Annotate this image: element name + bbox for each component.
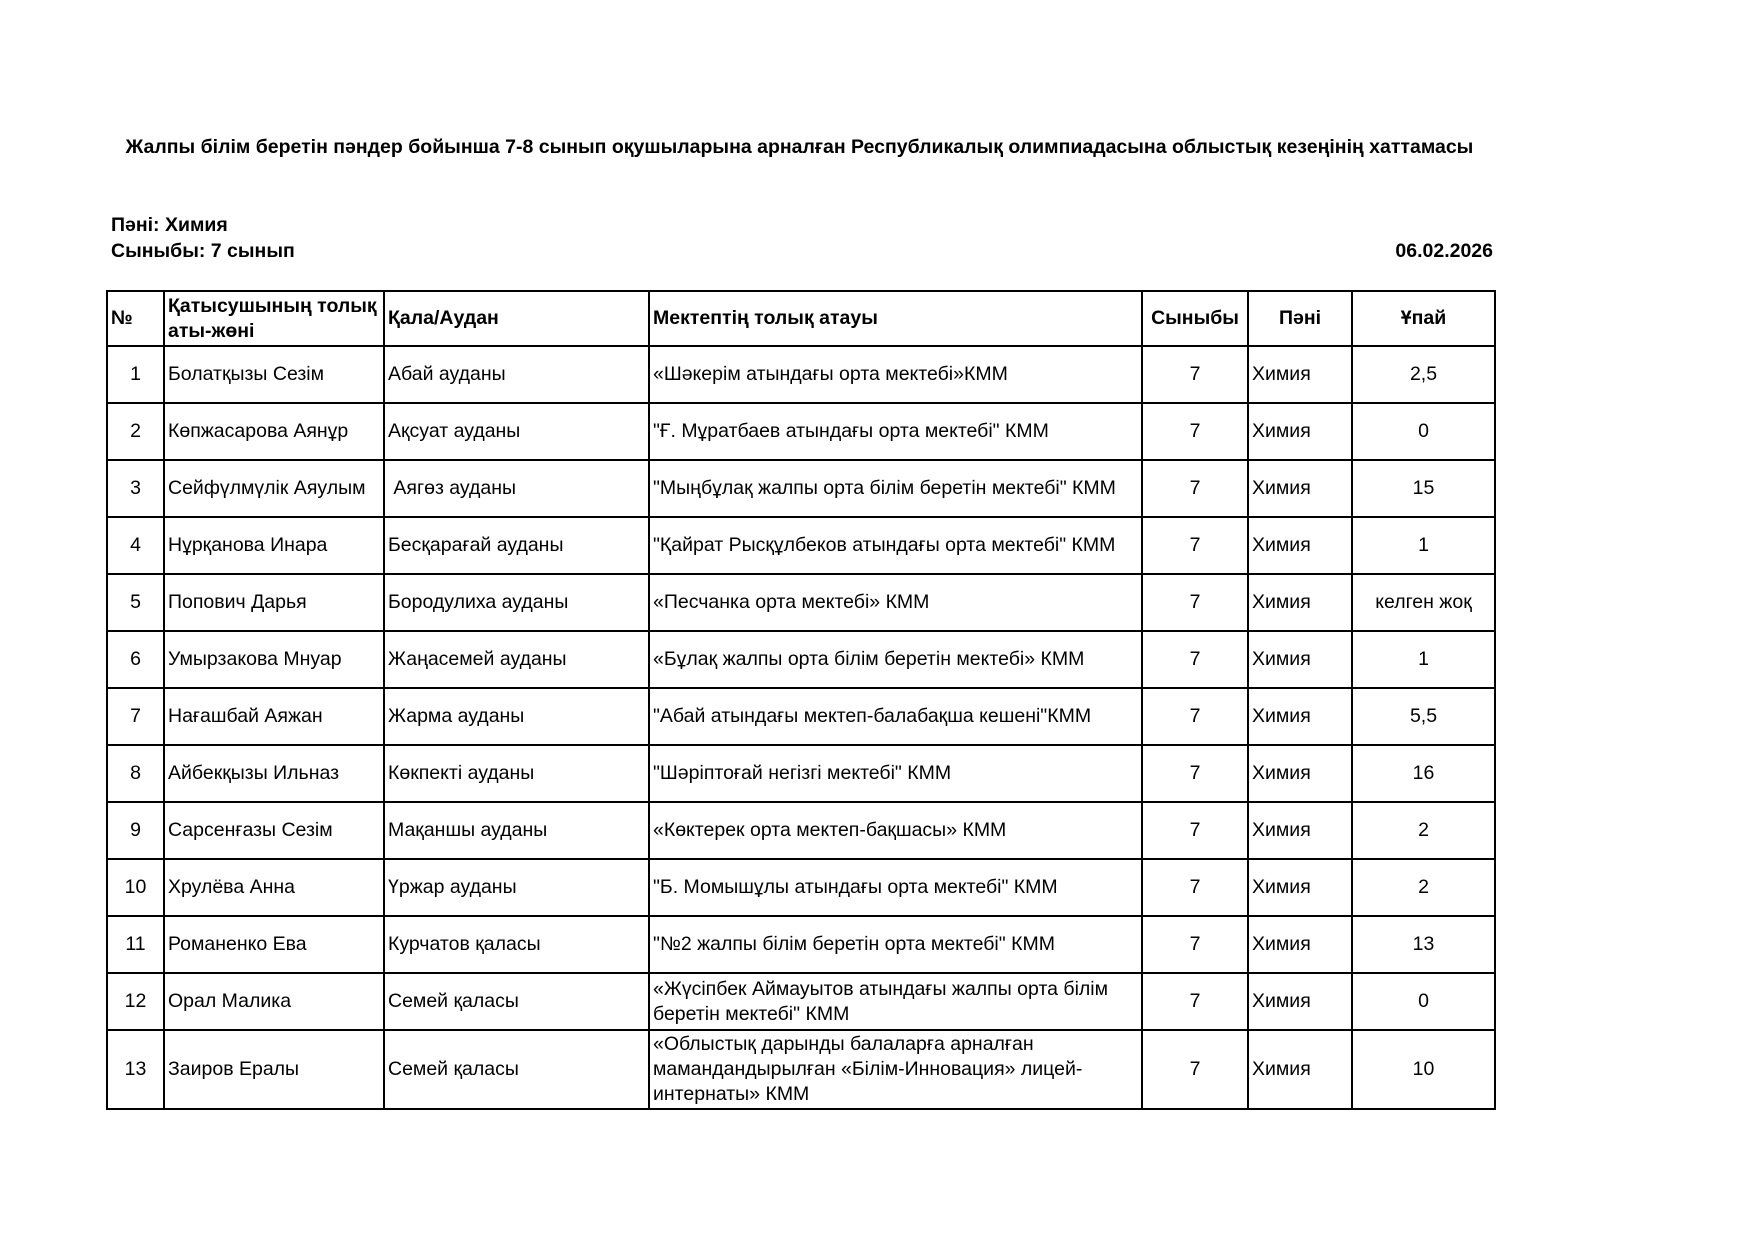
- cell-score: 0: [1352, 973, 1495, 1030]
- cell-grade: 7: [1142, 745, 1248, 802]
- cell-name: Орал Малика: [164, 973, 384, 1030]
- cell-grade: 7: [1142, 859, 1248, 916]
- header-district: Қала/Аудан: [384, 291, 649, 346]
- cell-district: Үржар ауданы: [384, 859, 649, 916]
- cell-subject: Химия: [1248, 403, 1352, 460]
- cell-num: 7: [107, 688, 164, 745]
- cell-subject: Химия: [1248, 745, 1352, 802]
- cell-school: «Бұлақ жалпы орта білім беретін мектебі» КММ: [649, 631, 1142, 688]
- cell-name: Сарсенғазы Сезім: [164, 802, 384, 859]
- table-row: [107, 460, 1495, 517]
- table-row: [107, 916, 1495, 973]
- table-header-row: [107, 291, 1495, 346]
- cell-subject: Химия: [1248, 460, 1352, 517]
- subject-line: Пәні: Химия: [111, 214, 228, 236]
- cell-grade: 7: [1142, 574, 1248, 631]
- cell-name: Попович Дарья: [164, 574, 384, 631]
- cell-subject: Химия: [1248, 688, 1352, 745]
- cell-score: 2,5: [1352, 346, 1495, 403]
- cell-district: Бородулиха ауданы: [384, 574, 649, 631]
- cell-score: 1: [1352, 631, 1495, 688]
- cell-school: «Облыстық дарынды балаларға арналған мамандандырылған «Білім-Инновация» лицей-интернаты» КММ: [649, 1030, 1142, 1109]
- header-school: Мектептің толық атауы: [649, 291, 1142, 346]
- cell-num: 1: [107, 346, 164, 403]
- cell-grade: 7: [1142, 631, 1248, 688]
- cell-name: Хрулёва Анна: [164, 859, 384, 916]
- cell-name: Көпжасарова Аянұр: [164, 403, 384, 460]
- cell-grade: 7: [1142, 403, 1248, 460]
- cell-subject: Химия: [1248, 973, 1352, 1030]
- table-row: [107, 517, 1495, 574]
- cell-score: 5,5: [1352, 688, 1495, 745]
- header-score: Ұпай: [1352, 291, 1495, 346]
- cell-district: Жарма ауданы: [384, 688, 649, 745]
- cell-num: 5: [107, 574, 164, 631]
- cell-name: Болатқызы Сезім: [164, 346, 384, 403]
- cell-school: "Шәріптоғай негізгі мектебі" КММ: [649, 745, 1142, 802]
- cell-subject: Химия: [1248, 1030, 1352, 1109]
- cell-name: Заиров Ералы: [164, 1030, 384, 1109]
- cell-num: 2: [107, 403, 164, 460]
- cell-grade: 7: [1142, 346, 1248, 403]
- cell-grade: 7: [1142, 1030, 1248, 1109]
- cell-score: 16: [1352, 745, 1495, 802]
- header-subject: Пәні: [1248, 291, 1352, 346]
- document-title: Жалпы білім беретін пәндер бойынша 7-8 сынып оқушыларына арналған Республикалық олимпиадасына облыстық кезеңінің хаттамасы: [125, 136, 1474, 158]
- cell-school: "Б. Момышұлы атындағы орта мектебі" КММ: [649, 859, 1142, 916]
- cell-score: 1: [1352, 517, 1495, 574]
- document-date: 06.02.2026: [1395, 240, 1493, 262]
- header-grade: Сыныбы: [1142, 291, 1248, 346]
- header-num: №: [107, 291, 164, 346]
- header-name: Қатысушының толық аты-жөні: [164, 291, 384, 346]
- table-row: [107, 631, 1495, 688]
- cell-district: Абай ауданы: [384, 346, 649, 403]
- cell-num: 11: [107, 916, 164, 973]
- table-row: [107, 745, 1495, 802]
- cell-name: Нағашбай Аяжан: [164, 688, 384, 745]
- cell-subject: Химия: [1248, 346, 1352, 403]
- cell-school: «Жүсіпбек Аймауытов атындағы жалпы орта білім беретін мектебі" КММ: [649, 973, 1142, 1030]
- table-row: [107, 688, 1495, 745]
- cell-district: Семей қаласы: [384, 1030, 649, 1109]
- cell-school: "Абай атындағы мектеп-балабақша кешені"КММ: [649, 688, 1142, 745]
- cell-district: Аягөз ауданы: [384, 460, 649, 517]
- cell-grade: 7: [1142, 916, 1248, 973]
- cell-score: 2: [1352, 802, 1495, 859]
- cell-num: 6: [107, 631, 164, 688]
- cell-name: Умырзакова Мнуар: [164, 631, 384, 688]
- cell-grade: 7: [1142, 802, 1248, 859]
- cell-name: Айбекқызы Ильназ: [164, 745, 384, 802]
- cell-school: "Мыңбұлақ жалпы орта білім беретін мектебі" КММ: [649, 460, 1142, 517]
- cell-subject: Химия: [1248, 631, 1352, 688]
- table-row: [107, 403, 1495, 460]
- cell-score: 15: [1352, 460, 1495, 517]
- cell-num: 8: [107, 745, 164, 802]
- cell-num: 9: [107, 802, 164, 859]
- cell-num: 3: [107, 460, 164, 517]
- cell-district: Ақсуат ауданы: [384, 403, 649, 460]
- cell-grade: 7: [1142, 517, 1248, 574]
- table-row: [107, 973, 1495, 1030]
- cell-name: Романенко Ева: [164, 916, 384, 973]
- cell-subject: Химия: [1248, 574, 1352, 631]
- cell-subject: Химия: [1248, 916, 1352, 973]
- cell-name: Нұрқанова Инара: [164, 517, 384, 574]
- cell-score: 10: [1352, 1030, 1495, 1109]
- cell-district: Көкпекті ауданы: [384, 745, 649, 802]
- cell-grade: 7: [1142, 973, 1248, 1030]
- cell-num: 13: [107, 1030, 164, 1109]
- cell-subject: Химия: [1248, 859, 1352, 916]
- cell-subject: Химия: [1248, 802, 1352, 859]
- cell-district: Бесқарағай ауданы: [384, 517, 649, 574]
- cell-grade: 7: [1142, 688, 1248, 745]
- cell-school: "Қайрат Рысқұлбеков атындағы орта мектебі" КММ: [649, 517, 1142, 574]
- cell-school: «Песчанка орта мектебі» КММ: [649, 574, 1142, 631]
- cell-num: 12: [107, 973, 164, 1030]
- results-table: [106, 290, 1496, 1110]
- cell-district: Семей қаласы: [384, 973, 649, 1030]
- cell-district: Мақаншы ауданы: [384, 802, 649, 859]
- table-row: [107, 859, 1495, 916]
- table-row: [107, 574, 1495, 631]
- table-row: [107, 802, 1495, 859]
- table-row: [107, 346, 1495, 403]
- cell-subject: Химия: [1248, 517, 1352, 574]
- cell-score: 2: [1352, 859, 1495, 916]
- cell-num: 4: [107, 517, 164, 574]
- cell-num: 10: [107, 859, 164, 916]
- cell-district: Жаңасемей ауданы: [384, 631, 649, 688]
- cell-score-absent: келген жоқ: [1352, 574, 1495, 631]
- cell-name: Сейфүлмүлік Аяулым: [164, 460, 384, 517]
- cell-score: 13: [1352, 916, 1495, 973]
- cell-school: "№2 жалпы білім беретін орта мектебі" КММ: [649, 916, 1142, 973]
- table-row: [107, 1030, 1495, 1109]
- cell-school: «Шәкерім атындағы орта мектебі»КММ: [649, 346, 1142, 403]
- cell-school: "Ғ. Мұратбаев атындағы орта мектебі" КММ: [649, 403, 1142, 460]
- cell-school: «Көктерек орта мектеп-бақшасы» КММ: [649, 802, 1142, 859]
- cell-score: 0: [1352, 403, 1495, 460]
- grade-line: Сыныбы: 7 сынып: [111, 240, 295, 262]
- cell-grade: 7: [1142, 460, 1248, 517]
- cell-district: Курчатов қаласы: [384, 916, 649, 973]
